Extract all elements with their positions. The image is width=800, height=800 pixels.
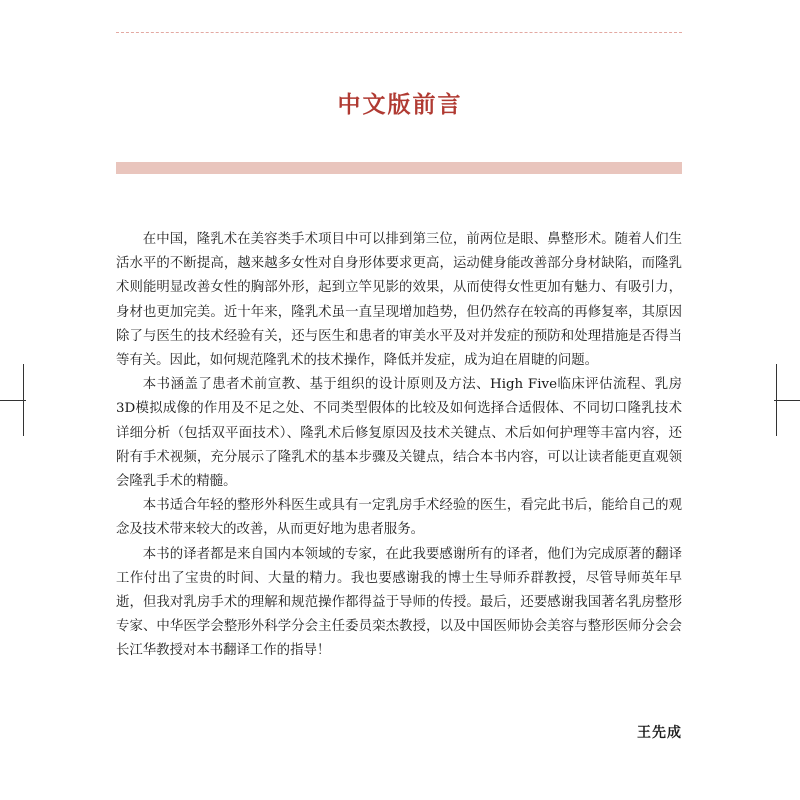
preface-body: [116, 228, 682, 664]
title-band: [116, 162, 682, 174]
paragraph-3: 本书适合年轻的整形外科医生或具有一定乳房手术经验的医生，看完此书后，能给自己的观念及技术带来较大的改善，从而更好地为患者服务。: [116, 498, 682, 538]
paragraph-1: 在中国，隆乳术在美容类手术项目中可以排到第三位，前两位是眼、鼻整形术。随着人们生活水平的不断提高，越来越多女性对自身形体要求更高，运动健身能改善部分身材缺陷，而隆乳术则能明显改善女性的胸部外形，起到立竿见影的效果，从而使得女性更加有魅力、有吸引力，身材也更加完美。近十年来，隆乳术虽一直呈现增加趋势，但仍然存在较高的再修复率，其原因除了与医生的技术经验有关，还与医生和患者的审美水平及对并发症的预防和处理措施是否得当等有关。因此，如何规范隆乳术的技术操作，降低并发症，成为迫在眉睫的问题。: [116, 232, 682, 369]
page-title: 中文版前言: [337, 91, 463, 118]
crop-mark-right-vertical: [776, 364, 777, 436]
crop-mark-right-horizontal: [774, 400, 800, 401]
crop-mark-left-vertical: [23, 364, 24, 436]
author-signature: 王先成: [637, 725, 682, 741]
paragraph-2: 本书涵盖了患者术前宣教、基于组织的设计原则及方法、High Five临床评估流程、乳房3D模拟成像的作用及不足之处、不同类型假体的比较及如何选择合适假体、不同切口隆乳技术详细分析（包括双平面技术）、隆乳术后修复原因及技术关键点、术后如何护理等丰富内容，还附有手术视频，充分展示了隆乳术的基本步骤及关键点，结合本书内容，可以让读者能更直观领会隆乳手术的精髓。: [116, 377, 682, 490]
top-dashed-rule: [116, 32, 682, 33]
paragraph-4: 本书的译者都是来自国内本领域的专家，在此我要感谢所有的译者，他们为完成原著的翻译工作付出了宝贵的时间、大量的精力。我也要感谢我的博士生导师乔群教授，尽管导师英年早逝，但我对乳房手术的理解和规范操作都得益于导师的传授。最后，还要感谢我国著名乳房整形专家、中华医学会整形外科学分会主任委员栾杰教授，以及中国医师协会美容与整形医师分会会长江华教授对本书翻译工作的指导！: [116, 546, 682, 659]
